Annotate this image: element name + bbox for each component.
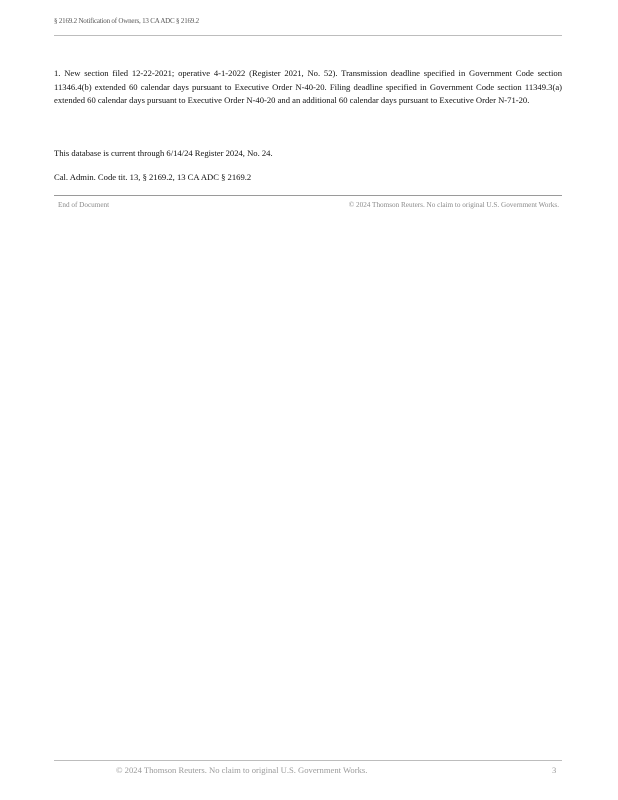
running-header: § 2169.2 Notification of Owners, 13 CA ADC § 2169.2 bbox=[54, 17, 199, 25]
footer-copyright: © 2024 Thomson Reuters. No claim to original U.S. Government Works. bbox=[116, 765, 368, 775]
citation-line: Cal. Admin. Code tit. 13, § 2169.2, 13 CA ADC § 2169.2 bbox=[54, 172, 252, 182]
database-currency-statement: This database is current through 6/14/24 Register 2024, No. 24. bbox=[54, 148, 273, 158]
footer-divider bbox=[54, 760, 562, 761]
header-divider bbox=[54, 35, 562, 36]
history-note: 1. New section filed 12-22-2021; operative 4-1-2022 (Register 2021, No. 52). Transmission deadline specified in Government Code section 11346.4(b) extended 60 calendar days pursuant to Executive Order N-40-20. Filing deadline specified in Government Code section 11349.3(a) extended 60 calendar days pursuant to Executive Order N-40-20 and an additional 60 calendar days pursuant to Executive Order N-71-20. bbox=[54, 68, 562, 105]
end-of-document-label: End of Document bbox=[58, 201, 110, 209]
end-of-document-divider bbox=[54, 195, 562, 196]
end-of-document-copyright: © 2024 Thomson Reuters. No claim to original U.S. Government Works. bbox=[348, 201, 559, 209]
page-number: 3 bbox=[552, 765, 557, 775]
